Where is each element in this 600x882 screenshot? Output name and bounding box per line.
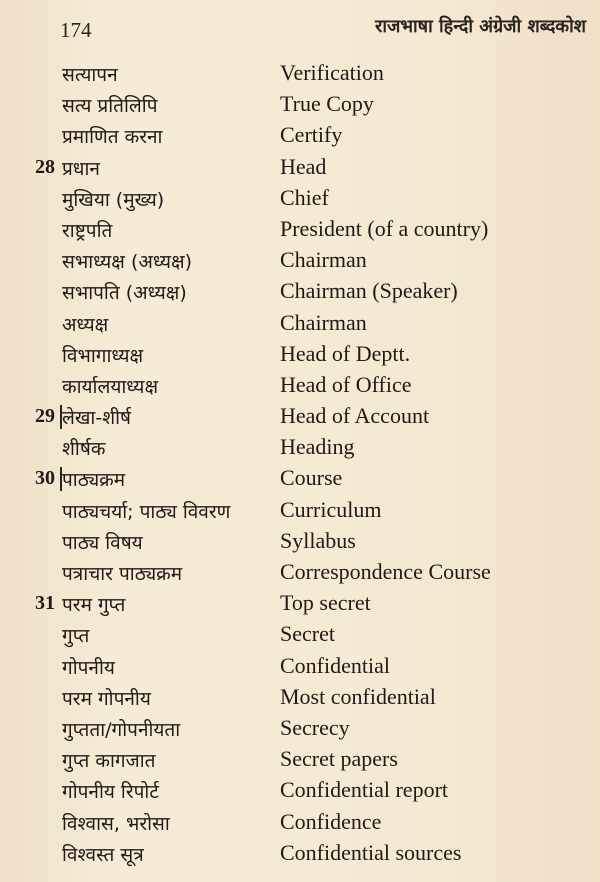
hindi-term: पाठ्यक्रम (62, 469, 126, 492)
glossary-entry (0, 807, 600, 838)
english-term: Verification (280, 60, 384, 85)
hindi-term: कार्यालयाध्यक्ष (62, 375, 159, 398)
english-term: Confidential report (280, 777, 449, 803)
english-term: Head of Office (280, 371, 412, 397)
running-title: राजभाषा हिन्दी अंग्रेजी शब्दकोश (374, 16, 586, 37)
english-term: President (of a country) (280, 215, 489, 241)
hindi-term: राष्ट्रपति (62, 219, 113, 242)
glossary-entry (0, 651, 600, 682)
glossary-entry (0, 401, 600, 432)
english-term: Course (280, 465, 343, 491)
hindi-term: विभागाध्यक्ष (62, 344, 144, 367)
glossary-entry (0, 120, 600, 151)
page-number: 174 (60, 18, 92, 42)
page-header (0, 0, 600, 60)
english-term: Confidential sources (280, 839, 462, 865)
hindi-term: परम गोपनीय (62, 687, 151, 710)
hindi-term: विश्वास, भरोसा (62, 812, 170, 835)
hindi-term: गुप्तता/गोपनीयता (62, 718, 181, 741)
glossary-entry (0, 58, 600, 89)
hindi-term: अध्यक्ष (62, 313, 109, 336)
hindi-term: मुखिया (मुख्य) (62, 188, 165, 211)
hindi-term: गुप्त (62, 625, 90, 648)
hindi-term: प्रमाणित करना (62, 126, 163, 149)
hindi-term: गोपनीय रिपोर्ट (62, 781, 159, 804)
hindi-term: गुप्त कागजात (62, 750, 156, 773)
english-term: Curriculum (280, 496, 382, 522)
hindi-term: गोपनीय (62, 656, 115, 679)
hindi-term: विश्वस्त सूत्र (62, 843, 144, 866)
english-term: Secret papers (280, 746, 398, 772)
glossary-entry (0, 370, 600, 401)
english-term: Most confidential (280, 683, 436, 709)
glossary-entry (0, 495, 600, 526)
english-term: Chairman (280, 309, 367, 335)
english-term: Secret (280, 621, 335, 647)
glossary-entry (0, 339, 600, 370)
english-term: Head (280, 153, 327, 179)
glossary-entry (0, 744, 600, 775)
hindi-term: पाठ्य विषय (62, 531, 143, 554)
entry-number: 29 (35, 405, 55, 428)
english-term: Chief (280, 184, 329, 210)
hindi-term: पत्राचार पाठ्यक्रम (62, 563, 183, 585)
hindi-term: प्रधान (62, 157, 100, 180)
hindi-term: सभाध्यक्ष (अध्यक्ष) (62, 251, 193, 274)
glossary-entry (0, 682, 600, 713)
english-term: True Copy (280, 91, 374, 117)
english-term: Top secret (280, 590, 371, 616)
hindi-term: सत्य प्रतिलिपि (62, 95, 158, 118)
entry-number: 31 (35, 592, 55, 615)
glossary-entry (0, 245, 600, 276)
glossary-entry (0, 183, 600, 214)
english-term: Correspondence Course (280, 559, 491, 584)
english-term: Confidential (280, 652, 390, 678)
hindi-term: परम गुप्त (62, 594, 126, 617)
glossary-entry (0, 152, 600, 183)
glossary-list (0, 58, 600, 869)
glossary-entry (0, 713, 600, 744)
english-term: Head of Account (280, 403, 430, 429)
glossary-entry (0, 557, 600, 588)
glossary-entry (0, 526, 600, 557)
glossary-entry (0, 276, 600, 307)
glossary-entry (0, 838, 600, 869)
english-term: Confidence (280, 808, 382, 834)
entry-number: 30 (35, 467, 55, 490)
glossary-entry (0, 308, 600, 339)
english-term: Chairman (280, 247, 367, 273)
english-term: Heading (280, 434, 355, 460)
glossary-entry (0, 432, 600, 463)
glossary-entry (0, 463, 600, 494)
glossary-entry (0, 775, 600, 806)
hindi-term: सभापति (अध्यक्ष) (62, 282, 187, 305)
english-term: Head of Deptt. (280, 340, 411, 366)
hindi-term: पाठ्यचर्या; पाठ्य विवरण (62, 500, 231, 523)
hindi-term: सत्यापन (62, 64, 118, 86)
hindi-term: लेखा-शीर्ष (62, 407, 132, 430)
english-term: Secrecy (280, 714, 350, 740)
glossary-entry (0, 588, 600, 619)
entry-number: 28 (35, 155, 55, 178)
glossary-entry (0, 89, 600, 120)
glossary-entry (0, 619, 600, 650)
english-term: Syllabus (280, 527, 356, 553)
english-term: Chairman (Speaker) (280, 278, 458, 304)
glossary-entry (0, 214, 600, 245)
hindi-term: शीर्षक (62, 438, 106, 461)
english-term: Certify (280, 122, 343, 148)
